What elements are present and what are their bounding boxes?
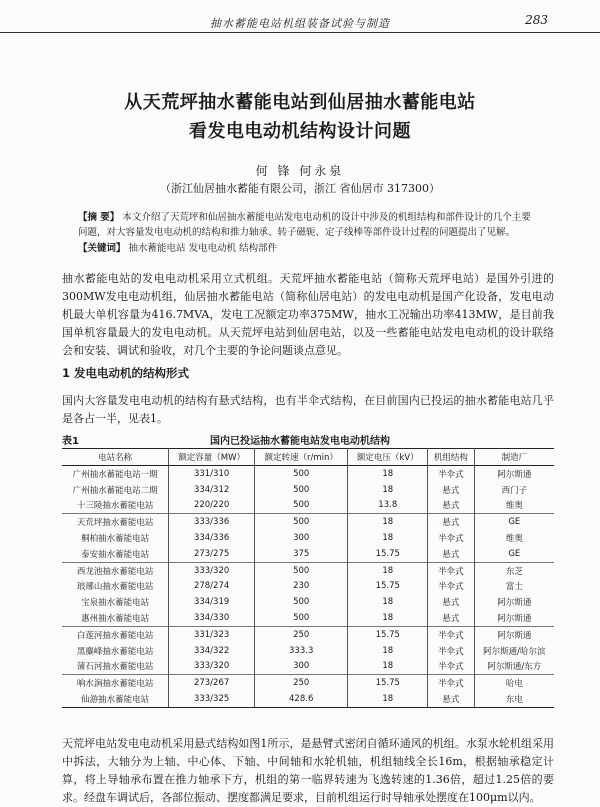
table-cell: 250	[254, 675, 348, 691]
table-cell: 500	[254, 610, 348, 626]
table-cell: 蒲石河抽水蓄能电站	[62, 659, 169, 675]
table-cell: 230	[254, 579, 348, 595]
table-cell: 悬式	[428, 546, 475, 562]
table-cell: 300	[254, 530, 348, 546]
table-cell: 富士	[474, 579, 554, 595]
journal-title: 抽水蓄能电站机组装备试验与制造	[210, 17, 390, 30]
table-cell: 响水涧抽水蓄能电站	[62, 675, 169, 691]
table-cell: 500	[254, 594, 348, 610]
table-cell: 半伞式	[428, 643, 475, 659]
table-cell: 334/319	[169, 594, 255, 610]
table-cell: 悬式	[428, 514, 475, 530]
table-cell: 广州抽水蓄能电站二期	[62, 482, 169, 498]
station-table	[62, 448, 554, 708]
col-header: 额定电压（kV）	[348, 449, 428, 466]
table-cell: 西龙池抽水蓄能电站	[62, 562, 169, 578]
table-cell: 278/274	[169, 579, 255, 595]
table-cell: 悬式	[428, 482, 475, 498]
table-cell: 东电	[474, 691, 554, 707]
table-label: 表1	[62, 436, 79, 447]
abstract-label: 【摘 要】	[78, 212, 120, 223]
table-cell: 331/323	[169, 626, 255, 642]
table-cell: 半伞式	[428, 466, 475, 482]
table-header-row	[62, 449, 554, 466]
table-cell: 333/336	[169, 514, 255, 530]
table-row	[62, 562, 554, 578]
table-cell: 半伞式	[428, 659, 475, 675]
table-cell: 18	[348, 643, 428, 659]
table-cell: 悬式	[428, 610, 475, 626]
table-cell: 250	[254, 626, 348, 642]
table-row	[62, 594, 554, 610]
body-paragraph-3: 天荒坪电站发电电动机采用悬式结构如图1所示，是悬臂式密闭自循环通风的机组。水泵水轮机组采用中拆法，大轴分为上轴、中心体、下轴、中间轴和水轮机轴，机组轴线全长16m，根据轴承稳定计算，将上导轴承布置在推力轴承下方，机组的第一临界转速为飞逸转速的1.36倍，超过1.25倍的要求。经盘车调试后，各部位振动、摆度都满足要求，目前机组运行时导轴承处摆度在100μm以内。	[62, 737, 554, 804]
table-body	[62, 466, 554, 708]
table-cell: 半伞式	[428, 675, 475, 691]
table-row	[62, 546, 554, 562]
section-heading-1: 1 发电电动机的结构形式	[62, 366, 190, 380]
table-row	[62, 530, 554, 546]
table-title: 国内已投运抽水蓄能电站发电电动机结构	[210, 436, 390, 447]
table-cell: 500	[254, 498, 348, 514]
table-row	[62, 466, 554, 482]
table-cell: 悬式	[428, 594, 475, 610]
col-header: 额定容量（MW）	[169, 449, 255, 466]
table-cell: 18	[348, 514, 428, 530]
table-cell: 334/336	[169, 530, 255, 546]
table-cell: 宝泉抽水蓄能电站	[62, 594, 169, 610]
abstract-text: 本文介绍了天荒坪和仙居抽水蓄能电站发电电动机的设计中涉及的机组结构和部件设计的几个主要问题，对大容量发电电动机的结构和推力轴承、转子磁轭、定子线棒等部件设计过程的问题提出了见解。	[78, 212, 531, 238]
table-cell: 273/275	[169, 546, 255, 562]
table-cell: 白莲河抽水蓄能电站	[62, 626, 169, 642]
table-cell: 500	[254, 562, 348, 578]
keywords-text: 抽水蓄能电站 发电电动机 结构部件	[128, 243, 278, 254]
table-cell: 悬式	[428, 691, 475, 707]
body-paragraph-1: 抽水蓄能电站的发电电动机采用立式机组。天荒坪抽水蓄能电站（简称天荒坪电站）是国外引进的300MW发电电动机组，仙居抽水蓄能电站（简称仙居电站）的发电电动机是国产化设备，发电电动机最大单机容量为416.7MVA，发电工况额定功率375MW，抽水工况输出功率413MW，是目前我国单机容量最大的发电电动机。从天荒坪电站到仙居电站，以及一些蓄能电站发电电动机的设计联络会和安装、调试和验收，对几个主要的争论问题谈点意见。	[62, 272, 554, 357]
table-cell: 琅琊山抽水蓄能电站	[62, 579, 169, 595]
table-cell: 15.75	[348, 626, 428, 642]
table-cell: 18	[348, 610, 428, 626]
table-cell: 333.3	[254, 643, 348, 659]
table-cell: 500	[254, 514, 348, 530]
table-row	[62, 514, 554, 530]
table-cell: 500	[254, 482, 348, 498]
table-cell: 半伞式	[428, 579, 475, 595]
page-number: 283	[525, 13, 548, 27]
table-row	[62, 579, 554, 595]
table-cell: 十三陵抽水蓄能电站	[62, 498, 169, 514]
table-cell: 18	[348, 482, 428, 498]
table-row	[62, 643, 554, 659]
keywords-label: 【关键词】	[78, 243, 126, 254]
table-row	[62, 659, 554, 675]
authors: 何 锋 何永泉	[255, 164, 345, 178]
table-cell: 黑麋峰抽水蓄能电站	[62, 643, 169, 659]
table-cell: 18	[348, 659, 428, 675]
table-cell: 333/320	[169, 659, 255, 675]
col-header: 机组结构	[428, 449, 475, 466]
table-cell: 333/325	[169, 691, 255, 707]
running-header	[0, 10, 600, 33]
table-cell: 维奥	[474, 530, 554, 546]
table-cell: 428.6	[254, 691, 348, 707]
table-cell: 半伞式	[428, 562, 475, 578]
table-cell: 18	[348, 691, 428, 707]
col-header: 额定转速（r/min）	[254, 449, 348, 466]
table-cell: 300	[254, 659, 348, 675]
table-cell: 15.75	[348, 579, 428, 595]
table-cell: 阿尔斯通	[474, 610, 554, 626]
affiliation: （浙江仙居抽水蓄能有限公司，浙江 省仙居市 317300）	[160, 182, 440, 195]
table-cell: 惠州抽水蓄能电站	[62, 610, 169, 626]
paper-title-line-2: 看发电电动机结构设计问题	[189, 121, 411, 142]
keywords	[78, 240, 540, 254]
table-cell: 阿尔斯通/哈尔滨	[474, 643, 554, 659]
table-row	[62, 675, 554, 691]
table-cell: 15.75	[348, 546, 428, 562]
body-paragraph-2: 国内大容量发电电动机的结构有悬式结构，也有半伞式结构，在目前国内已投运的抽水蓄能电站几乎是各占一半，见表1。	[62, 394, 554, 425]
table-cell: 哈电	[474, 675, 554, 691]
table-cell: 18	[348, 562, 428, 578]
table-cell: 15.75	[348, 675, 428, 691]
table-cell: 18	[348, 530, 428, 546]
table-cell: 广州抽水蓄能电站一期	[62, 466, 169, 482]
table-cell: 阿尔斯通	[474, 626, 554, 642]
table-cell: 仙游抽水蓄能电站	[62, 691, 169, 707]
table-cell: 334/312	[169, 482, 255, 498]
col-header: 制造厂	[474, 449, 554, 466]
table-cell: 东芝	[474, 562, 554, 578]
table-cell: 阿尔斯通	[474, 594, 554, 610]
table-row	[62, 691, 554, 707]
table-cell: 桐柏抽水蓄能电站	[62, 530, 169, 546]
table-cell: 半伞式	[428, 530, 475, 546]
table-row	[62, 498, 554, 514]
table-row	[62, 610, 554, 626]
table-cell: 334/322	[169, 643, 255, 659]
table-row	[62, 482, 554, 498]
table-cell: 半伞式	[428, 626, 475, 642]
table-cell: 375	[254, 546, 348, 562]
table-cell: 331/310	[169, 466, 255, 482]
table-row	[62, 626, 554, 642]
abstract	[78, 210, 540, 240]
table-cell: 500	[254, 466, 348, 482]
table-cell: 阿尔斯通	[474, 466, 554, 482]
paper-title-line-1: 从天荒坪抽水蓄能电站到仙居抽水蓄能电站	[124, 92, 476, 113]
table-cell: 333/320	[169, 562, 255, 578]
table-cell: 13.8	[348, 498, 428, 514]
table-cell: 西门子	[474, 482, 554, 498]
table-cell: 天荒坪抽水蓄能电站	[62, 514, 169, 530]
table-cell: 18	[348, 466, 428, 482]
table-cell: 泰安抽水蓄能电站	[62, 546, 169, 562]
table-cell: 阿尔斯通/东方	[474, 659, 554, 675]
table-cell: 273/267	[169, 675, 255, 691]
table-cell: 18	[348, 594, 428, 610]
table-cell: 220/220	[169, 498, 255, 514]
table-cell: GE	[474, 546, 554, 562]
table-cell: GE	[474, 514, 554, 530]
col-header: 电站名称	[62, 449, 169, 466]
table-cell: 悬式	[428, 498, 475, 514]
table-cell: 维奥	[474, 498, 554, 514]
table-cell: 334/330	[169, 610, 255, 626]
